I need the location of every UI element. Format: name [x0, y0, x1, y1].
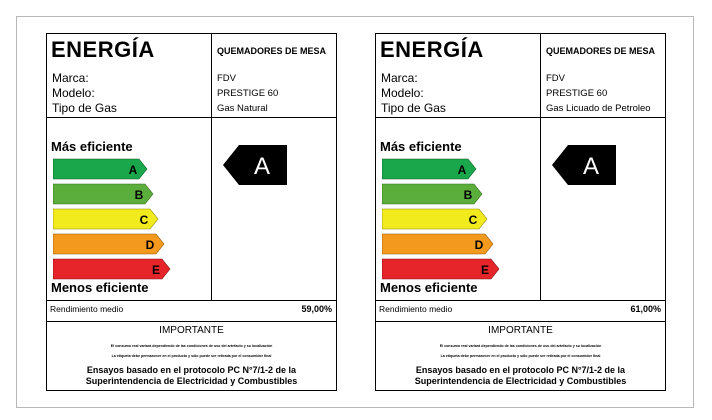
fine-print-2: La etiqueta debe permanecer en el producto y sólo puede ser retirada por el consumidor final: [111, 354, 272, 358]
protocol-line-2: Superintendencia de Electricidad y Combustibles: [85, 376, 298, 386]
class-b-bar: [382, 184, 482, 204]
efficiency-scale: [382, 157, 532, 282]
brand-label: Marca:: [381, 71, 418, 85]
brand-label: Marca:: [52, 71, 89, 85]
class-d-bar: [382, 234, 493, 254]
rendimiento-value: 59,00%: [301, 304, 332, 314]
model-label: Modelo:: [52, 86, 95, 100]
rendimiento-label: Rendimiento medio: [50, 304, 124, 314]
class-e-letter: E: [480, 263, 490, 277]
fine-print-1: El consumo real variará dependiendo de las condiciones de uso del artefacto y su localización: [110, 344, 273, 348]
model-value: PRESTIGE 60: [217, 88, 279, 99]
fine-print-1: El consumo real variará dependiendo de las condiciones de uso del artefacto y su localización: [439, 344, 602, 348]
header-divider: [376, 117, 665, 118]
class-a-bar: [382, 159, 476, 179]
gas-type-value: Gas Natural: [217, 103, 268, 114]
fine-print-2: La etiqueta debe permanecer en el producto y sólo puede ser retirada por el consumidor final: [440, 354, 601, 358]
most-efficient-label: Más eficiente: [380, 139, 462, 154]
scale-divider: [47, 300, 336, 301]
label-title: ENERGÍA: [380, 37, 484, 62]
brand-value: FDV: [546, 73, 565, 84]
important-title: IMPORTANTE: [488, 325, 553, 336]
class-d-letter: D: [145, 238, 155, 252]
gas-type-label: Tipo de Gas: [52, 101, 117, 115]
model-label: Modelo:: [381, 86, 424, 100]
class-c-bar: [53, 209, 158, 229]
rating-arrow: [223, 145, 287, 185]
class-e-bar: [382, 259, 499, 279]
rating-arrow: [552, 145, 616, 185]
class-b-letter: B: [463, 188, 473, 202]
rendimiento-divider: [47, 321, 336, 322]
efficiency-scale: [53, 157, 203, 282]
column-divider: [211, 34, 212, 301]
column-divider: [540, 34, 541, 301]
class-a-letter: A: [457, 163, 467, 177]
class-b-letter: B: [134, 188, 144, 202]
energy-label-natural-gas: [46, 33, 337, 391]
rendimiento-label: Rendimiento medio: [379, 304, 453, 314]
product-type: QUEMADORES DE MESA: [546, 46, 656, 56]
class-b-bar: [53, 184, 153, 204]
least-efficient-label: Menos eficiente: [380, 280, 478, 295]
most-efficient-label: Más eficiente: [51, 139, 133, 154]
brand-value: FDV: [217, 73, 236, 84]
class-a-letter: A: [128, 163, 138, 177]
gas-type-value: Gas Licuado de Petroleo: [546, 103, 651, 114]
gas-type-label: Tipo de Gas: [381, 101, 446, 115]
rating-letter: A: [582, 153, 600, 180]
rendimiento-value: 61,00%: [630, 304, 661, 314]
energy-label-lpg: [375, 33, 666, 391]
class-e-letter: E: [151, 263, 161, 277]
product-type: QUEMADORES DE MESA: [217, 46, 327, 56]
rendimiento-divider: [376, 321, 665, 322]
label-title: ENERGÍA: [51, 37, 155, 62]
header-divider: [47, 117, 336, 118]
class-a-bar: [53, 159, 147, 179]
class-c-bar: [382, 209, 487, 229]
class-d-bar: [53, 234, 164, 254]
class-d-letter: D: [474, 238, 484, 252]
protocol-line-1: Ensayos basado en el protocolo PC N°7/1-2 de la: [86, 365, 297, 375]
class-c-letter: C: [139, 213, 149, 227]
scale-divider: [376, 300, 665, 301]
important-title: IMPORTANTE: [159, 325, 224, 336]
model-value: PRESTIGE 60: [546, 88, 608, 99]
protocol-line-2: Superintendencia de Electricidad y Combustibles: [414, 376, 627, 386]
rating-letter: A: [253, 153, 271, 180]
protocol-line-1: Ensayos basado en el protocolo PC N°7/1-2 de la: [415, 365, 626, 375]
least-efficient-label: Menos eficiente: [51, 280, 149, 295]
class-c-letter: C: [468, 213, 478, 227]
class-e-bar: [53, 259, 170, 279]
